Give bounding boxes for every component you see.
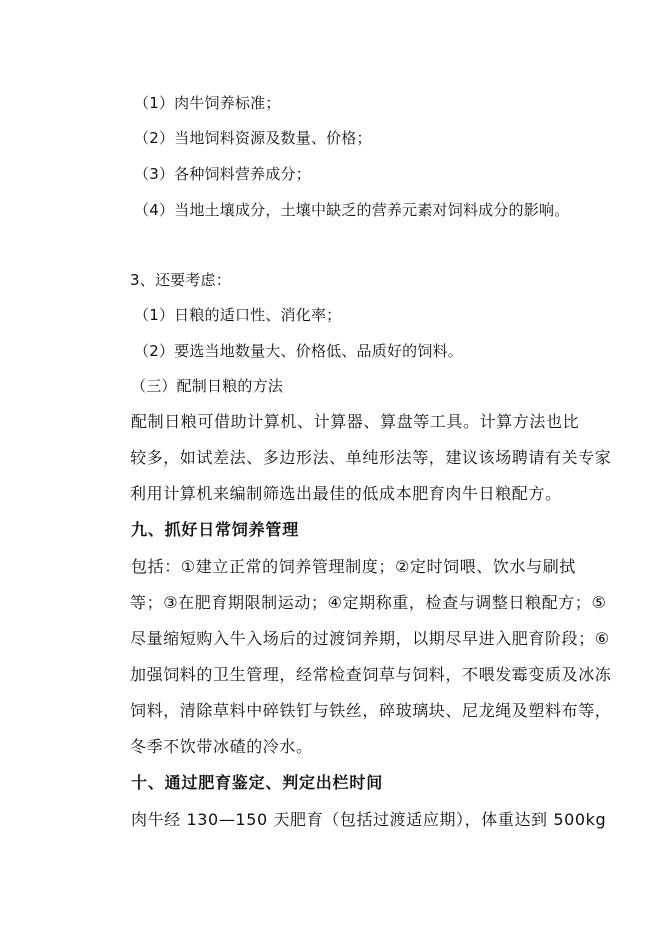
section-9-paragraph-line-1: 包括：①建立正常的饲养管理制度；②定时饲喂、饮水与刷拭 [131, 557, 576, 576]
consideration-item-1: （1）肉牛饲养标准； [134, 94, 281, 112]
section-9-heading: 九、抓好日常饲养管理 [131, 520, 300, 539]
section-9-paragraph-line-2: 等；③在肥育期限制运动；④定期称重，检查与调整日粮配方；⑤ [130, 593, 607, 612]
section-10-paragraph-line-1: 肉牛经 130—150 天肥育（包括过渡适应期），体重达到 500kg [131, 810, 607, 829]
method-paragraph-line-2: 较多，如试差法、多边形法、单纯形法等，建议该场聘请有关专家 [130, 448, 612, 467]
also-consider-item-2: （2）要选当地数量大、价格低、品质好的饲料。 [134, 342, 463, 360]
section-10-heading: 十、通过肥育鉴定、判定出栏时间 [131, 773, 384, 792]
also-consider-heading: 3、还要考虑： [130, 271, 231, 289]
consideration-item-2: （2）当地饲料资源及数量、价格； [134, 129, 372, 147]
method-paragraph-line-1: 配制日粮可借助计算机、计算器、算盘等工具。计算方法也比 [131, 412, 580, 431]
consideration-item-4: （4）当地土壤成分，土壤中缺乏的营养元素对饲料成分的影响。 [134, 201, 570, 219]
section-9-paragraph-line-3: 尽量缩短购入牛入场后的过渡饲养期，以期尽早进入肥育阶段；⑥ [130, 629, 610, 648]
consideration-item-3: （3）各种饲料营养成分； [134, 165, 311, 183]
section-9-paragraph-line-4: 加强饲料的卫生管理，经常检查饲草与饲料，不喂发霉变质及冰冻 [130, 665, 612, 684]
method-heading: （三）配制日粮的方法 [131, 377, 284, 395]
also-consider-item-1: （1）日粮的适口性、消化率； [134, 306, 342, 324]
method-paragraph-line-3: 利用计算机来编制筛选出最佳的低成本肥育肉牛日粮配方。 [130, 484, 562, 503]
section-9-paragraph-line-6: 冬季不饮带冰碴的冷水。 [130, 737, 313, 756]
section-9-paragraph-line-5: 饲料，清除草料中碎铁钉与铁丝，碎玻璃块、尼龙绳及塑料布等， [130, 701, 612, 720]
